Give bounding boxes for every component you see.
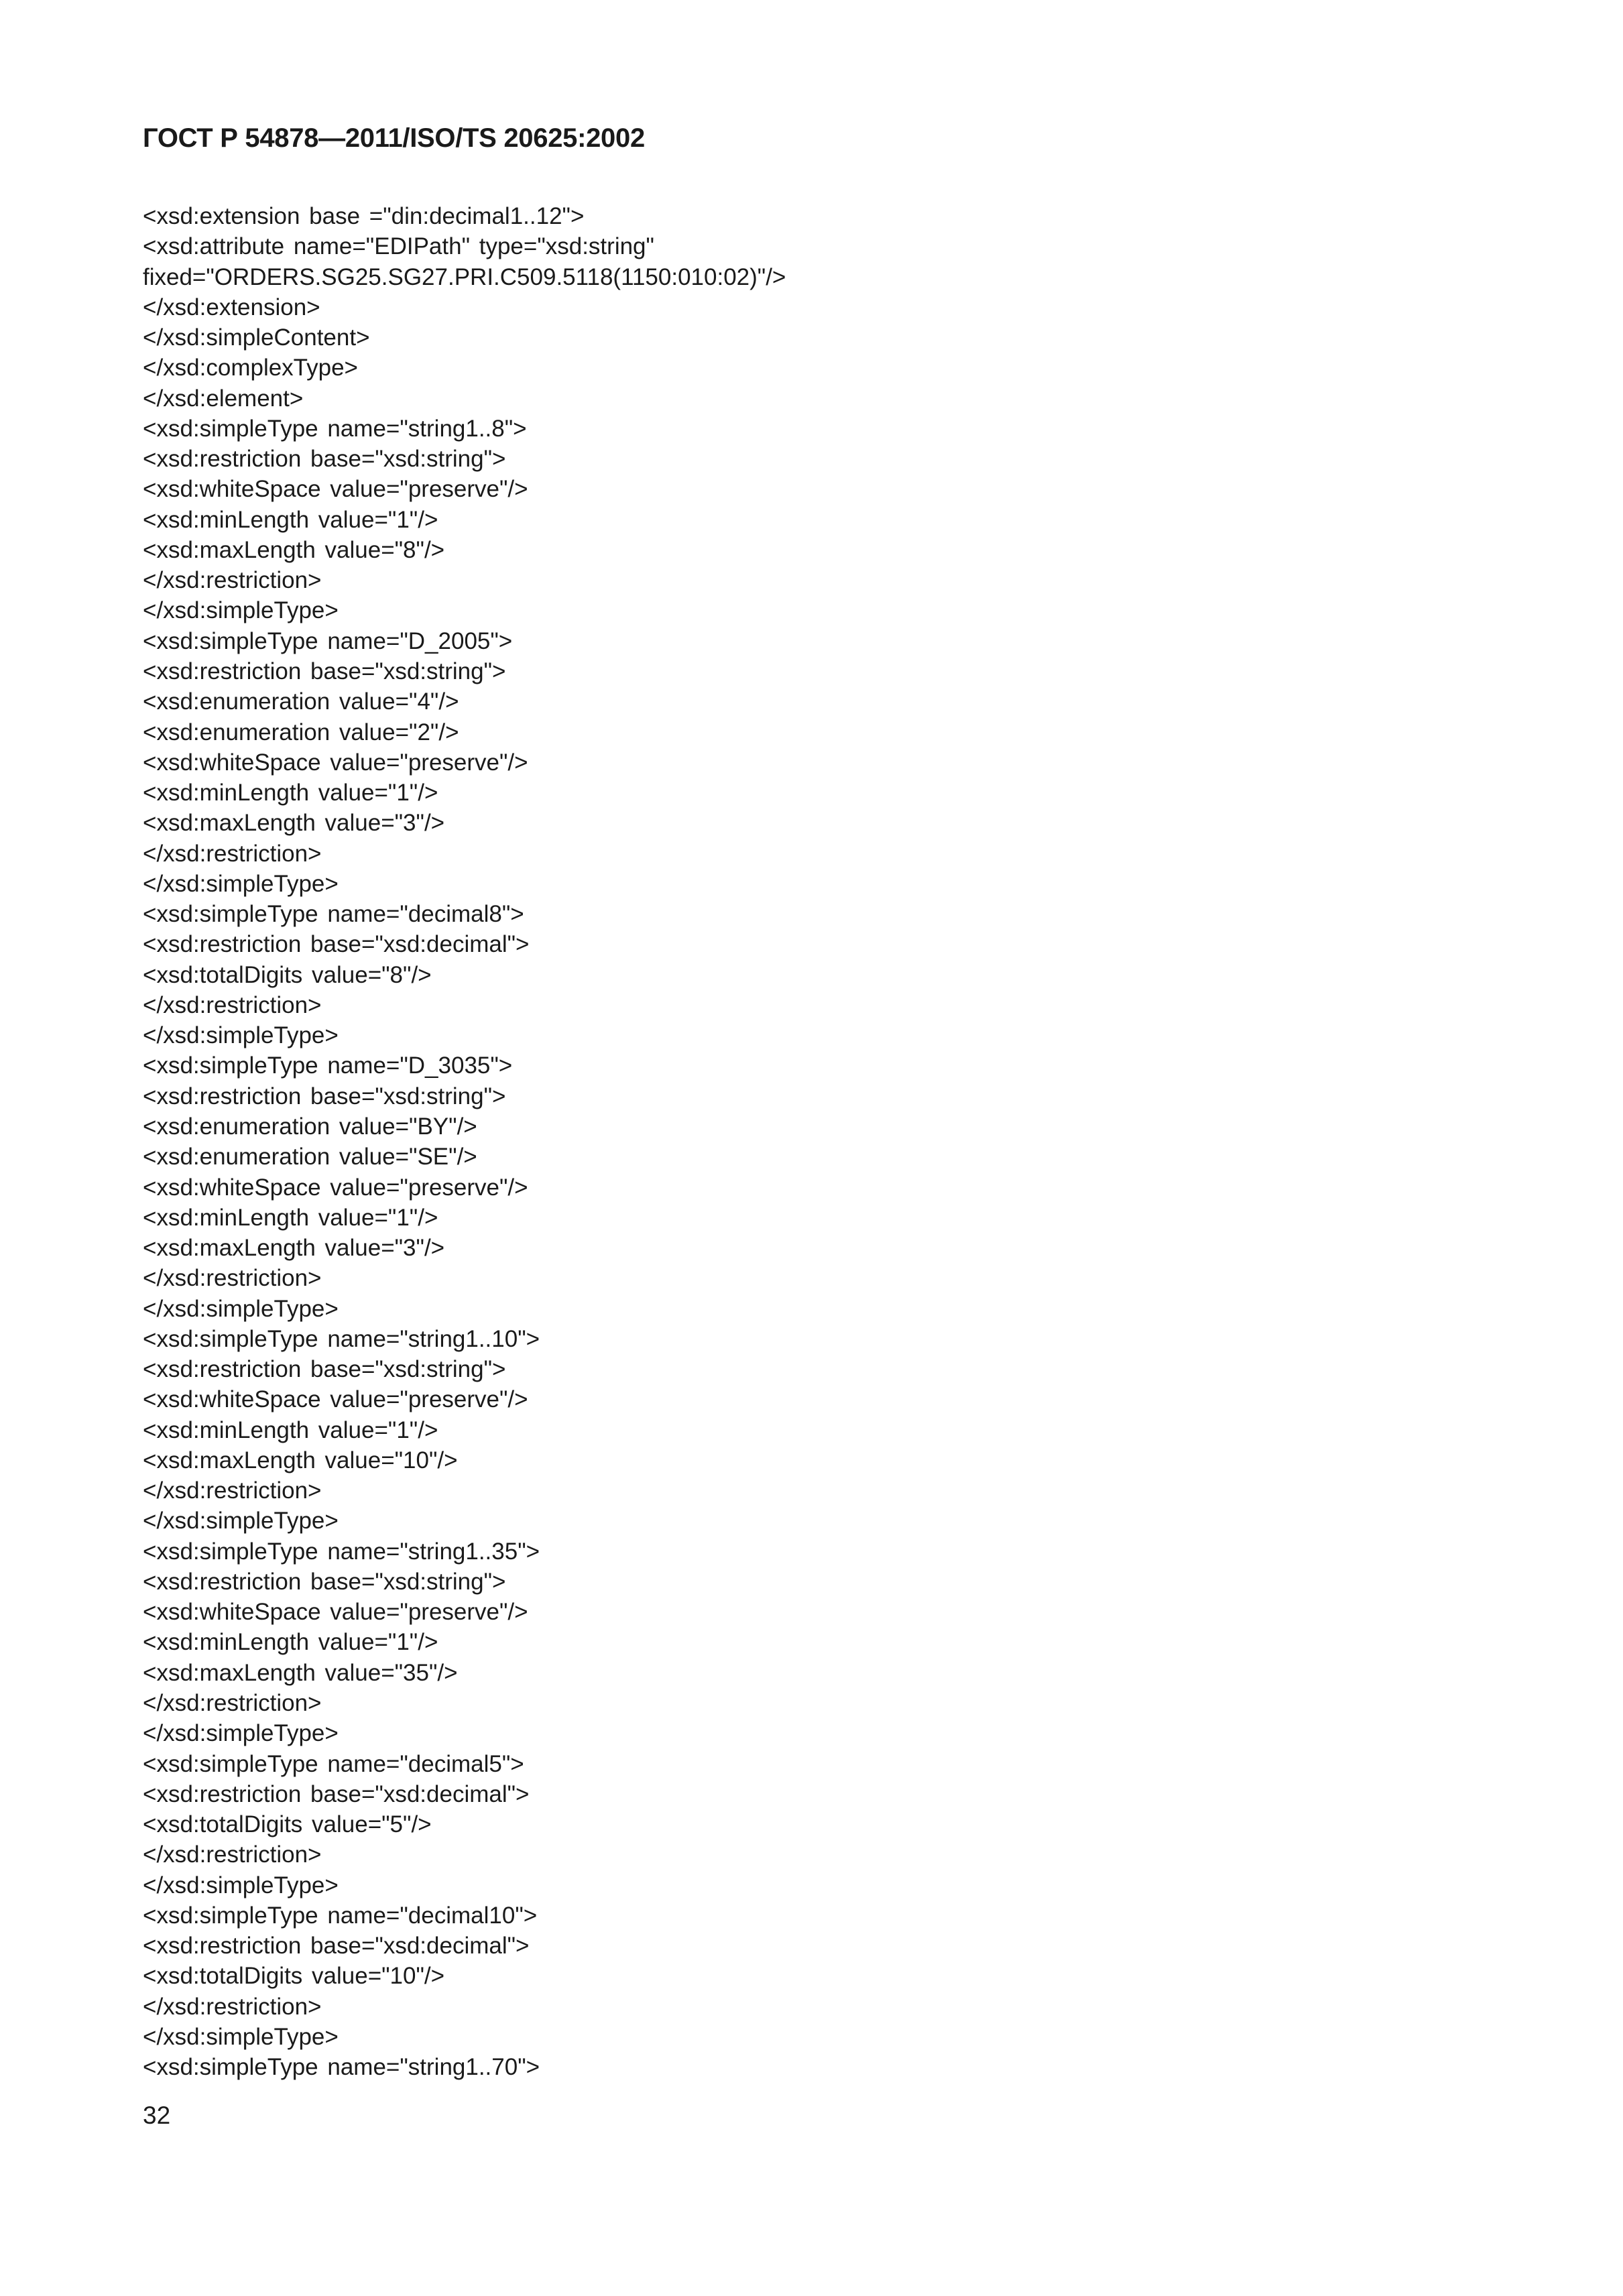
code-line: </xsd:restriction> [143,991,322,1018]
code-line: </xsd:restriction> [143,1841,322,1868]
code-line: <xsd:whiteSpace value="preserve"/> [143,1386,528,1413]
code-line: <xsd:maxLength value="3"/> [143,1235,445,1262]
code-line: <xsd:restriction base="xsd:string"> [143,1083,506,1109]
code-line: </xsd:complexType> [143,355,358,381]
code-line: <xsd:simpleType name="D_3035"> [143,1052,513,1079]
code-line: <xsd:enumeration value="2"/> [143,719,459,745]
code-line: fixed="ORDERS.SG25.SG27.PRI.C509.5118(1150:010:02)"/> [143,263,786,290]
code-line: <xsd:simpleType name="string1..8"> [143,415,527,442]
code-line: <xsd:maxLength value="35"/> [143,1659,458,1686]
code-line: </xsd:simpleType> [143,1295,339,1322]
code-line: </xsd:restriction> [143,1265,322,1292]
page-number: 32 [143,2102,171,2129]
code-line: </xsd:restriction> [143,567,322,594]
code-line: </xsd:restriction> [143,1993,322,2020]
code-line: <xsd:totalDigits value="10"/> [143,1963,445,1990]
code-line: <xsd:minLength value="1"/> [143,1629,438,1656]
code-line: <xsd:maxLength value="3"/> [143,810,445,837]
code-line: </xsd:simpleType> [143,1720,339,1747]
code-line: <xsd:simpleType name="decimal5"> [143,1750,524,1777]
code-line: <xsd:whiteSpace value="preserve"/> [143,749,528,776]
code-line: <xsd:simpleType name="D_2005"> [143,627,513,654]
code-line: <xsd:simpleType name="string1..70"> [143,2054,540,2081]
code-line: <xsd:enumeration value="SE"/> [143,1144,477,1170]
code-line: <xsd:restriction base="xsd:string"> [143,658,506,684]
code-line: <xsd:enumeration value="4"/> [143,688,459,715]
code-line: <xsd:restriction base="xsd:string"> [143,446,506,473]
standard-header: ГОСТ Р 54878—2011/ISO/TS 20625:2002 [143,123,645,153]
code-line: <xsd:totalDigits value="5"/> [143,1811,432,1838]
code-line: <xsd:restriction base="xsd:string"> [143,1568,506,1595]
code-line: </xsd:simpleType> [143,597,339,624]
code-line: <xsd:extension base ="din:decimal1..12"> [143,203,585,229]
code-line: <xsd:restriction base="xsd:decimal"> [143,1780,530,1807]
code-line: </xsd:simpleType> [143,1022,339,1049]
code-line: <xsd:simpleType name="decimal10"> [143,1902,538,1929]
code-line: <xsd:enumeration value="BY"/> [143,1113,477,1140]
code-line: <xsd:simpleType name="string1..10"> [143,1325,540,1352]
code-line: </xsd:restriction> [143,840,322,867]
code-line: <xsd:simpleType name="decimal8"> [143,901,524,928]
code-line: <xsd:minLength value="1"/> [143,1416,438,1443]
code-line: </xsd:element> [143,385,304,412]
code-line: </xsd:simpleType> [143,1508,339,1534]
code-line: <xsd:maxLength value="8"/> [143,536,445,563]
code-line: <xsd:whiteSpace value="preserve"/> [143,1174,528,1201]
code-line: <xsd:restriction base="xsd:string"> [143,1356,506,1383]
code-line: </xsd:restriction> [143,1477,322,1504]
code-line: <xsd:restriction base="xsd:decimal"> [143,931,530,958]
code-line: <xsd:simpleType name="string1..35"> [143,1538,540,1565]
code-line: <xsd:minLength value="1"/> [143,506,438,533]
code-line: <xsd:maxLength value="10"/> [143,1447,458,1473]
xsd-code-block [143,201,1484,2082]
code-line: <xsd:restriction base="xsd:decimal"> [143,1933,530,1959]
code-line: </xsd:simpleType> [143,2023,339,2050]
code-line: <xsd:attribute name="EDIPath" type="xsd:string" [143,233,654,260]
code-line: <xsd:minLength value="1"/> [143,1204,438,1231]
code-line: <xsd:whiteSpace value="preserve"/> [143,476,528,503]
code-line: </xsd:restriction> [143,1690,322,1717]
code-line: </xsd:extension> [143,294,320,320]
code-line: </xsd:simpleType> [143,1872,339,1898]
code-line: <xsd:whiteSpace value="preserve"/> [143,1599,528,1626]
code-line: </xsd:simpleContent> [143,324,370,351]
code-line: </xsd:simpleType> [143,870,339,897]
code-line: <xsd:totalDigits value="8"/> [143,961,432,988]
code-line: <xsd:minLength value="1"/> [143,780,438,806]
